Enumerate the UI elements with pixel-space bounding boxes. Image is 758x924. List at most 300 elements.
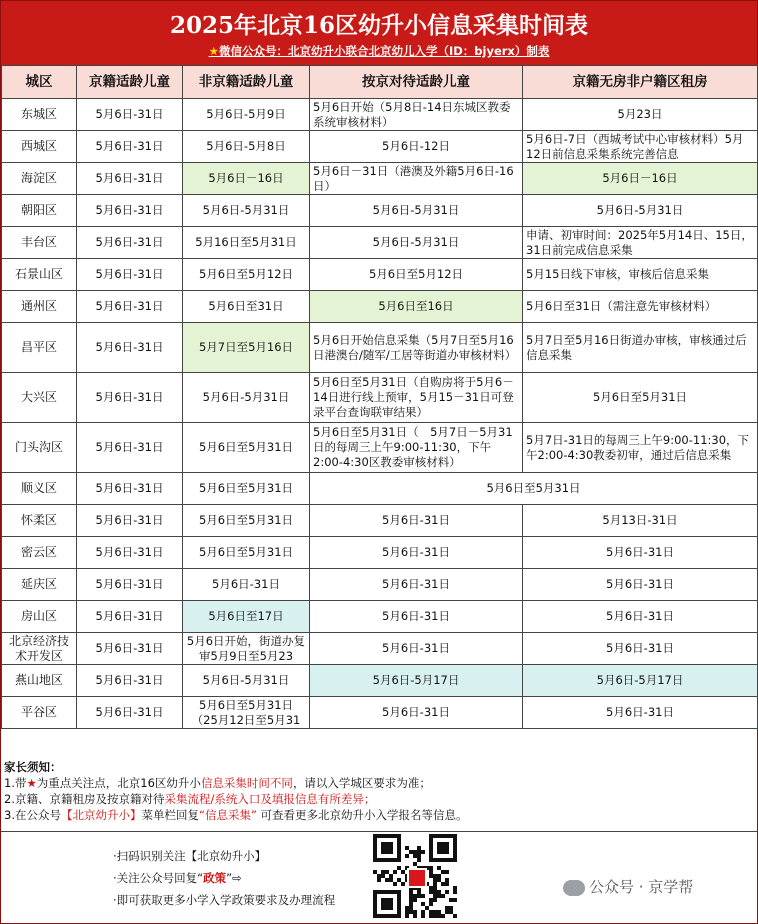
qr-module xyxy=(385,834,389,838)
cell-jingji: 5月6日-31日 xyxy=(77,423,183,473)
qr-module xyxy=(429,846,433,850)
qr-module xyxy=(429,886,433,890)
qr-module xyxy=(381,870,385,874)
qr-module xyxy=(409,910,413,914)
qr-module xyxy=(373,846,377,850)
qr-module xyxy=(429,910,433,914)
qr-module xyxy=(429,866,433,870)
schedule-table xyxy=(1,65,758,729)
qr-module xyxy=(453,886,457,890)
wechat-account-text: 公众号 · 京学帮 xyxy=(589,878,694,896)
qr-module xyxy=(437,894,441,898)
qr-module xyxy=(389,906,393,910)
qr-module xyxy=(381,914,385,918)
qr-module xyxy=(409,850,413,854)
qr-module xyxy=(397,914,401,918)
qr-module xyxy=(377,874,381,878)
qr-module xyxy=(449,898,453,902)
cell-jingji: 5月6日-31日 xyxy=(77,473,183,505)
qr-module xyxy=(397,854,401,858)
cell-feijingji: 5月6日-5月31日 xyxy=(183,195,310,227)
cell-feijingji: 5月6日-5月9日 xyxy=(183,99,310,131)
qr-code-icon[interactable] xyxy=(373,834,457,918)
cell-jingji: 5月6日-31日 xyxy=(77,505,183,537)
cell-anjing: 5月6日-12日 xyxy=(310,131,523,163)
qr-module xyxy=(433,894,437,898)
qr-module xyxy=(393,834,397,838)
qr-module xyxy=(441,842,445,846)
cell-zufang: 5月6日-31日 xyxy=(523,569,758,601)
qr-module xyxy=(373,902,377,906)
qr-module xyxy=(453,850,457,854)
cell-anjing: 5月6日至16日 xyxy=(310,291,523,323)
qr-module xyxy=(405,846,409,850)
table-row xyxy=(2,373,758,423)
qr-module xyxy=(437,910,441,914)
cell-anjing: 5月6日-5月31日 xyxy=(310,227,523,259)
cell-district: 密云区 xyxy=(2,537,77,569)
qr-module xyxy=(445,850,449,854)
subtitle-text: 微信公众号：北京幼升小联合北京幼儿入学（ID：bjyerx）制表 xyxy=(218,44,550,58)
qr-module xyxy=(445,882,449,886)
cell-feijingji: 5月6日至17日 xyxy=(183,601,310,633)
qr-module xyxy=(385,898,389,902)
qr-module xyxy=(397,902,401,906)
cell-district: 昌平区 xyxy=(2,323,77,373)
qr-module xyxy=(381,906,385,910)
cell-zufang: 5月23日 xyxy=(523,99,758,131)
qr-module xyxy=(393,858,397,862)
qr-module xyxy=(385,890,389,894)
cell-district: 丰台区 xyxy=(2,227,77,259)
qr-module xyxy=(397,878,401,882)
page-subtitle xyxy=(1,43,757,59)
qr-module xyxy=(433,878,437,882)
cell-anjing: 5月6日-31日 xyxy=(310,633,523,665)
qr-module xyxy=(373,850,377,854)
col-header-anjing: 按京对待适龄儿童 xyxy=(310,66,523,99)
qr-module xyxy=(441,894,445,898)
cell-district: 顺义区 xyxy=(2,473,77,505)
cell-feijingji: 5月6日-5月31日 xyxy=(183,373,310,423)
qr-module xyxy=(389,914,393,918)
cell-anjing: 5月6日-31日 xyxy=(310,569,523,601)
qr-module xyxy=(385,858,389,862)
cell-feijingji: 5月6日－16日 xyxy=(183,163,310,195)
cell-jingji: 5月6日-31日 xyxy=(77,259,183,291)
footer-line-3: ·即可获取更多小学入学政策要求及办理流程 xyxy=(113,893,336,907)
qr-module xyxy=(413,862,417,866)
note-3-a: 3.在公众号 xyxy=(4,808,61,822)
table-row xyxy=(2,291,758,323)
qr-module xyxy=(381,898,385,902)
qr-module xyxy=(421,902,425,906)
footer-line-1: ·扫码识别关注【北京幼升小】 xyxy=(113,849,267,863)
cell-jingji: 5月6日-31日 xyxy=(77,163,183,195)
qr-module xyxy=(397,910,401,914)
qr-module xyxy=(413,898,417,902)
qr-module xyxy=(373,854,377,858)
qr-module xyxy=(453,914,457,918)
qr-module xyxy=(453,846,457,850)
table-row xyxy=(2,665,758,697)
cell-jingji: 5月6日-31日 xyxy=(77,373,183,423)
qr-module xyxy=(437,874,441,878)
qr-module xyxy=(405,906,409,910)
qr-module xyxy=(445,846,449,850)
qr-module xyxy=(441,834,445,838)
qr-module xyxy=(389,834,393,838)
qr-module xyxy=(373,906,377,910)
qr-module xyxy=(381,890,385,894)
qr-module xyxy=(429,842,433,846)
qr-module xyxy=(385,850,389,854)
qr-module xyxy=(437,842,441,846)
qr-module xyxy=(449,906,453,910)
qr-module xyxy=(389,890,393,894)
qr-module xyxy=(373,914,377,918)
note-3-highlight-1: 【北京幼升小】 xyxy=(60,808,142,822)
cell-feijingji: 5月6日至5月12日 xyxy=(183,259,310,291)
cell-district: 延庆区 xyxy=(2,569,77,601)
table-row xyxy=(2,195,758,227)
cell-feijingji: 5月16日至5月31日 xyxy=(183,227,310,259)
qr-module xyxy=(389,898,393,902)
qr-module xyxy=(385,870,389,874)
qr-module xyxy=(429,834,433,838)
wechat-icon xyxy=(563,880,585,896)
cell-anjing: 5月6日至5月31日 xyxy=(310,473,758,505)
table-row xyxy=(2,601,758,633)
qr-module xyxy=(385,842,389,846)
cell-jingji: 5月6日-31日 xyxy=(77,291,183,323)
qr-module xyxy=(449,858,453,862)
qr-module xyxy=(397,890,401,894)
cell-zufang: 5月6日-5月17日 xyxy=(523,665,758,697)
qr-module xyxy=(413,914,417,918)
qr-module xyxy=(385,902,389,906)
qr-module xyxy=(373,834,377,838)
qr-module xyxy=(453,858,457,862)
note-2 xyxy=(4,791,757,807)
col-header-district: 城区 xyxy=(2,66,77,99)
col-header-feijingji: 非京籍适龄儿童 xyxy=(183,66,310,99)
table-row xyxy=(2,131,758,163)
qr-module xyxy=(421,894,425,898)
qr-module xyxy=(437,846,441,850)
cell-zufang: 5月15日线下审核，审核后信息采集 xyxy=(523,259,758,291)
cell-anjing: 5月6日-5月31日 xyxy=(310,195,523,227)
qr-module xyxy=(453,842,457,846)
qr-module xyxy=(397,866,401,870)
qr-module xyxy=(397,846,401,850)
qr-logo-icon xyxy=(407,868,427,888)
cell-feijingji: 5月6日至31日 xyxy=(183,291,310,323)
cell-zufang: 5月7日至5月16日街道办审核，审核通过后信息采集 xyxy=(523,323,758,373)
qr-module xyxy=(397,850,401,854)
qr-module xyxy=(445,858,449,862)
qr-module xyxy=(437,858,441,862)
col-header-zufang: 京籍无房非户籍区租房 xyxy=(523,66,758,99)
qr-module xyxy=(421,850,425,854)
wechat-account-label xyxy=(563,876,693,897)
qr-module xyxy=(373,910,377,914)
qr-module xyxy=(437,866,441,870)
qr-module xyxy=(433,886,437,890)
note-2-a: 2.京籍、京籍租房及按京籍对待 xyxy=(4,792,165,806)
qr-module xyxy=(389,878,393,882)
qr-module xyxy=(405,910,409,914)
qr-module xyxy=(413,910,417,914)
qr-module xyxy=(397,906,401,910)
qr-module xyxy=(433,858,437,862)
qr-module xyxy=(429,902,433,906)
note-3-c: 可查看更多北京幼升小入学报名等信息。 xyxy=(256,808,468,822)
qr-module xyxy=(417,894,421,898)
cell-anjing: 5月6日-31日 xyxy=(310,601,523,633)
qr-module xyxy=(409,894,413,898)
note-2-highlight: 采集流程/系统入口及填报信息有所差异； xyxy=(164,792,376,806)
footer-line-2-b: ”⇨ xyxy=(226,871,242,885)
qr-module xyxy=(409,906,413,910)
qr-module xyxy=(433,910,437,914)
cell-zufang: 5月13日-31日 xyxy=(523,505,758,537)
qr-module xyxy=(389,850,393,854)
page-title: 2025年北京16区幼升小信息采集时间表 xyxy=(169,12,589,39)
qr-module xyxy=(421,910,425,914)
qr-module xyxy=(429,858,433,862)
table-row xyxy=(2,227,758,259)
note-3 xyxy=(4,807,757,823)
cell-jingji: 5月6日-31日 xyxy=(77,131,183,163)
qr-module xyxy=(385,906,389,910)
cell-feijingji: 5月6日至5月31日 xyxy=(183,423,310,473)
qr-module xyxy=(445,878,449,882)
cell-district: 燕山地区 xyxy=(2,665,77,697)
qr-module xyxy=(453,834,457,838)
qr-module xyxy=(429,838,433,842)
cell-zufang: 5月7日-31日的每周三上午9:00-11:30，下午2:00-4:30教委初审，通过后信息采集 xyxy=(523,423,758,473)
qr-module xyxy=(429,850,433,854)
cell-feijingji: 5月6日开始，街道办复审5月9日至5月23 xyxy=(183,633,310,665)
cell-district: 平谷区 xyxy=(2,697,77,729)
star-icon: ★ xyxy=(26,776,37,790)
qr-module xyxy=(437,890,441,894)
cell-district: 海淀区 xyxy=(2,163,77,195)
table-header-row xyxy=(2,66,758,99)
table-row xyxy=(2,505,758,537)
qr-module xyxy=(445,870,449,874)
cell-anjing: 5月6日至5月12日 xyxy=(310,259,523,291)
qr-module xyxy=(409,902,413,906)
qr-module xyxy=(433,890,437,894)
cell-zufang: 5月6日-31日 xyxy=(523,697,758,729)
cell-feijingji: 5月6日至5月31日 xyxy=(183,505,310,537)
cell-jingji: 5月6日-31日 xyxy=(77,195,183,227)
table-row xyxy=(2,423,758,473)
qr-module xyxy=(413,854,417,858)
cell-district: 门头沟区 xyxy=(2,423,77,473)
qr-module xyxy=(397,838,401,842)
footer-line-2 xyxy=(113,870,242,886)
qr-module xyxy=(421,914,425,918)
cell-district: 石景山区 xyxy=(2,259,77,291)
qr-module xyxy=(433,914,437,918)
cell-district: 怀柔区 xyxy=(2,505,77,537)
header-banner xyxy=(1,1,757,65)
qr-module xyxy=(429,914,433,918)
qr-module xyxy=(389,842,393,846)
qr-module xyxy=(409,898,413,902)
table-row xyxy=(2,473,758,505)
note-3-b: 菜单栏回复 xyxy=(141,808,199,822)
cell-feijingji: 5月6日至5月31日（25月12日至5月31 xyxy=(183,697,310,729)
qr-module xyxy=(429,898,433,902)
cell-anjing: 5月6日开始信息采集（5月7日至5月16日港澳台/随军/工居等街道办审核材料） xyxy=(310,323,523,373)
notes-title: 家长须知： xyxy=(4,760,62,774)
table-row xyxy=(2,633,758,665)
qr-module xyxy=(453,854,457,858)
qr-module xyxy=(377,878,381,882)
note-1-a: 1.带 xyxy=(4,776,27,790)
cell-jingji: 5月6日-31日 xyxy=(77,537,183,569)
table-row xyxy=(2,323,758,373)
note-3-highlight-2: “信息采集” xyxy=(198,808,257,822)
cell-district: 东城区 xyxy=(2,99,77,131)
qr-module xyxy=(377,858,381,862)
cell-anjing: 5月6日-31日 xyxy=(310,697,523,729)
qr-module xyxy=(445,906,449,910)
qr-module xyxy=(393,914,397,918)
qr-module xyxy=(381,902,385,906)
qr-module xyxy=(413,894,417,898)
qr-module xyxy=(425,906,429,910)
cell-jingji: 5月6日-31日 xyxy=(77,697,183,729)
qr-module xyxy=(441,850,445,854)
note-1 xyxy=(4,775,757,791)
footer-line-2-highlight: 政策 xyxy=(203,871,227,885)
table-row xyxy=(2,99,758,131)
qr-module xyxy=(429,890,433,894)
qr-module xyxy=(405,854,409,858)
cell-district: 西城区 xyxy=(2,131,77,163)
cell-zufang: 5月6日-7日（西城考试中心审核材料）5月12日前信息采集系统完善信息 xyxy=(523,131,758,163)
cell-feijingji: 5月6日至5月31日 xyxy=(183,473,310,505)
qr-module xyxy=(381,858,385,862)
qr-module xyxy=(429,854,433,858)
qr-module xyxy=(445,890,449,894)
qr-module xyxy=(393,870,397,874)
cell-zufang: 5月6日-31日 xyxy=(523,601,758,633)
qr-module xyxy=(381,834,385,838)
cell-zufang: 5月6日－16日 xyxy=(523,163,758,195)
footer xyxy=(1,831,757,924)
qr-module xyxy=(409,890,413,894)
qr-module xyxy=(441,858,445,862)
col-header-jingji: 京籍适龄儿童 xyxy=(77,66,183,99)
cell-feijingji: 5月7日至5月16日 xyxy=(183,323,310,373)
cell-anjing: 5月6日开始（5月8日-14日东城区教委系统审核材料） xyxy=(310,99,523,131)
table-row xyxy=(2,537,758,569)
qr-module xyxy=(397,898,401,902)
qr-module xyxy=(389,858,393,862)
qr-module xyxy=(445,834,449,838)
qr-module xyxy=(373,898,377,902)
qr-module xyxy=(417,890,421,894)
cell-feijingji: 5月6日至5月31日 xyxy=(183,537,310,569)
qr-module xyxy=(441,846,445,850)
cell-anjing: 5月6日-31日 xyxy=(310,537,523,569)
cell-jingji: 5月6日-31日 xyxy=(77,227,183,259)
qr-module xyxy=(449,834,453,838)
cell-jingji: 5月6日-31日 xyxy=(77,601,183,633)
qr-module xyxy=(437,878,441,882)
cell-district: 房山区 xyxy=(2,601,77,633)
qr-module xyxy=(437,914,441,918)
footer-line-2-a: ·关注公众号回复“ xyxy=(113,871,204,885)
qr-module xyxy=(373,842,377,846)
cell-anjing: 5月6日-5月17日 xyxy=(310,665,523,697)
cell-anjing: 5月6日至5月31日（ 5月7日－5月31日的每周三上午9:00-11:30，下午2:00-4:30区教委审核材料） xyxy=(310,423,523,473)
note-1-c: ，请以入学城区要求为准； xyxy=(292,776,431,790)
qr-module xyxy=(453,890,457,894)
note-1-highlight: 信息采集时间不同 xyxy=(200,776,293,790)
qr-module xyxy=(433,834,437,838)
qr-module xyxy=(453,898,457,902)
cell-jingji: 5月6日-31日 xyxy=(77,633,183,665)
qr-module xyxy=(381,874,385,878)
cell-jingji: 5月6日-31日 xyxy=(77,323,183,373)
cell-zufang: 5月6日至5月31日 xyxy=(523,373,758,423)
qr-module xyxy=(385,878,389,882)
qr-module xyxy=(373,894,377,898)
cell-zufang: 申请、初审时间：2025年5月14日、15日，31日前完成信息采集 xyxy=(523,227,758,259)
table-row xyxy=(2,697,758,729)
qr-module xyxy=(373,890,377,894)
qr-module xyxy=(393,890,397,894)
qr-module xyxy=(433,882,437,886)
cell-district: 大兴区 xyxy=(2,373,77,423)
qr-module xyxy=(373,858,377,862)
qr-module xyxy=(429,870,433,874)
qr-module xyxy=(377,834,381,838)
cell-feijingji: 5月6日-5月8日 xyxy=(183,131,310,163)
cell-zufang: 5月6日-31日 xyxy=(523,537,758,569)
cell-jingji: 5月6日-31日 xyxy=(77,665,183,697)
qr-module xyxy=(453,838,457,842)
qr-module xyxy=(397,834,401,838)
cell-zufang: 5月6日至31日（需注意先审核材料） xyxy=(523,291,758,323)
cell-district: 北京经济技术开发区 xyxy=(2,633,77,665)
qr-module xyxy=(393,882,397,886)
cell-feijingji: 5月6日-5月31日 xyxy=(183,665,310,697)
parent-notes xyxy=(1,759,757,829)
qr-module xyxy=(389,902,393,906)
cell-jingji: 5月6日-31日 xyxy=(77,99,183,131)
qr-module xyxy=(445,842,449,846)
qr-module xyxy=(377,890,381,894)
qr-module xyxy=(389,846,393,850)
qr-module xyxy=(385,914,389,918)
cell-zufang: 5月6日-5月31日 xyxy=(523,195,758,227)
qr-module xyxy=(401,870,405,874)
cell-anjing: 5月6日-31日 xyxy=(310,505,523,537)
qr-module xyxy=(373,870,377,874)
table-row xyxy=(2,259,758,291)
qr-module xyxy=(385,846,389,850)
qr-module xyxy=(449,910,453,914)
cell-feijingji: 5月6日-31日 xyxy=(183,569,310,601)
